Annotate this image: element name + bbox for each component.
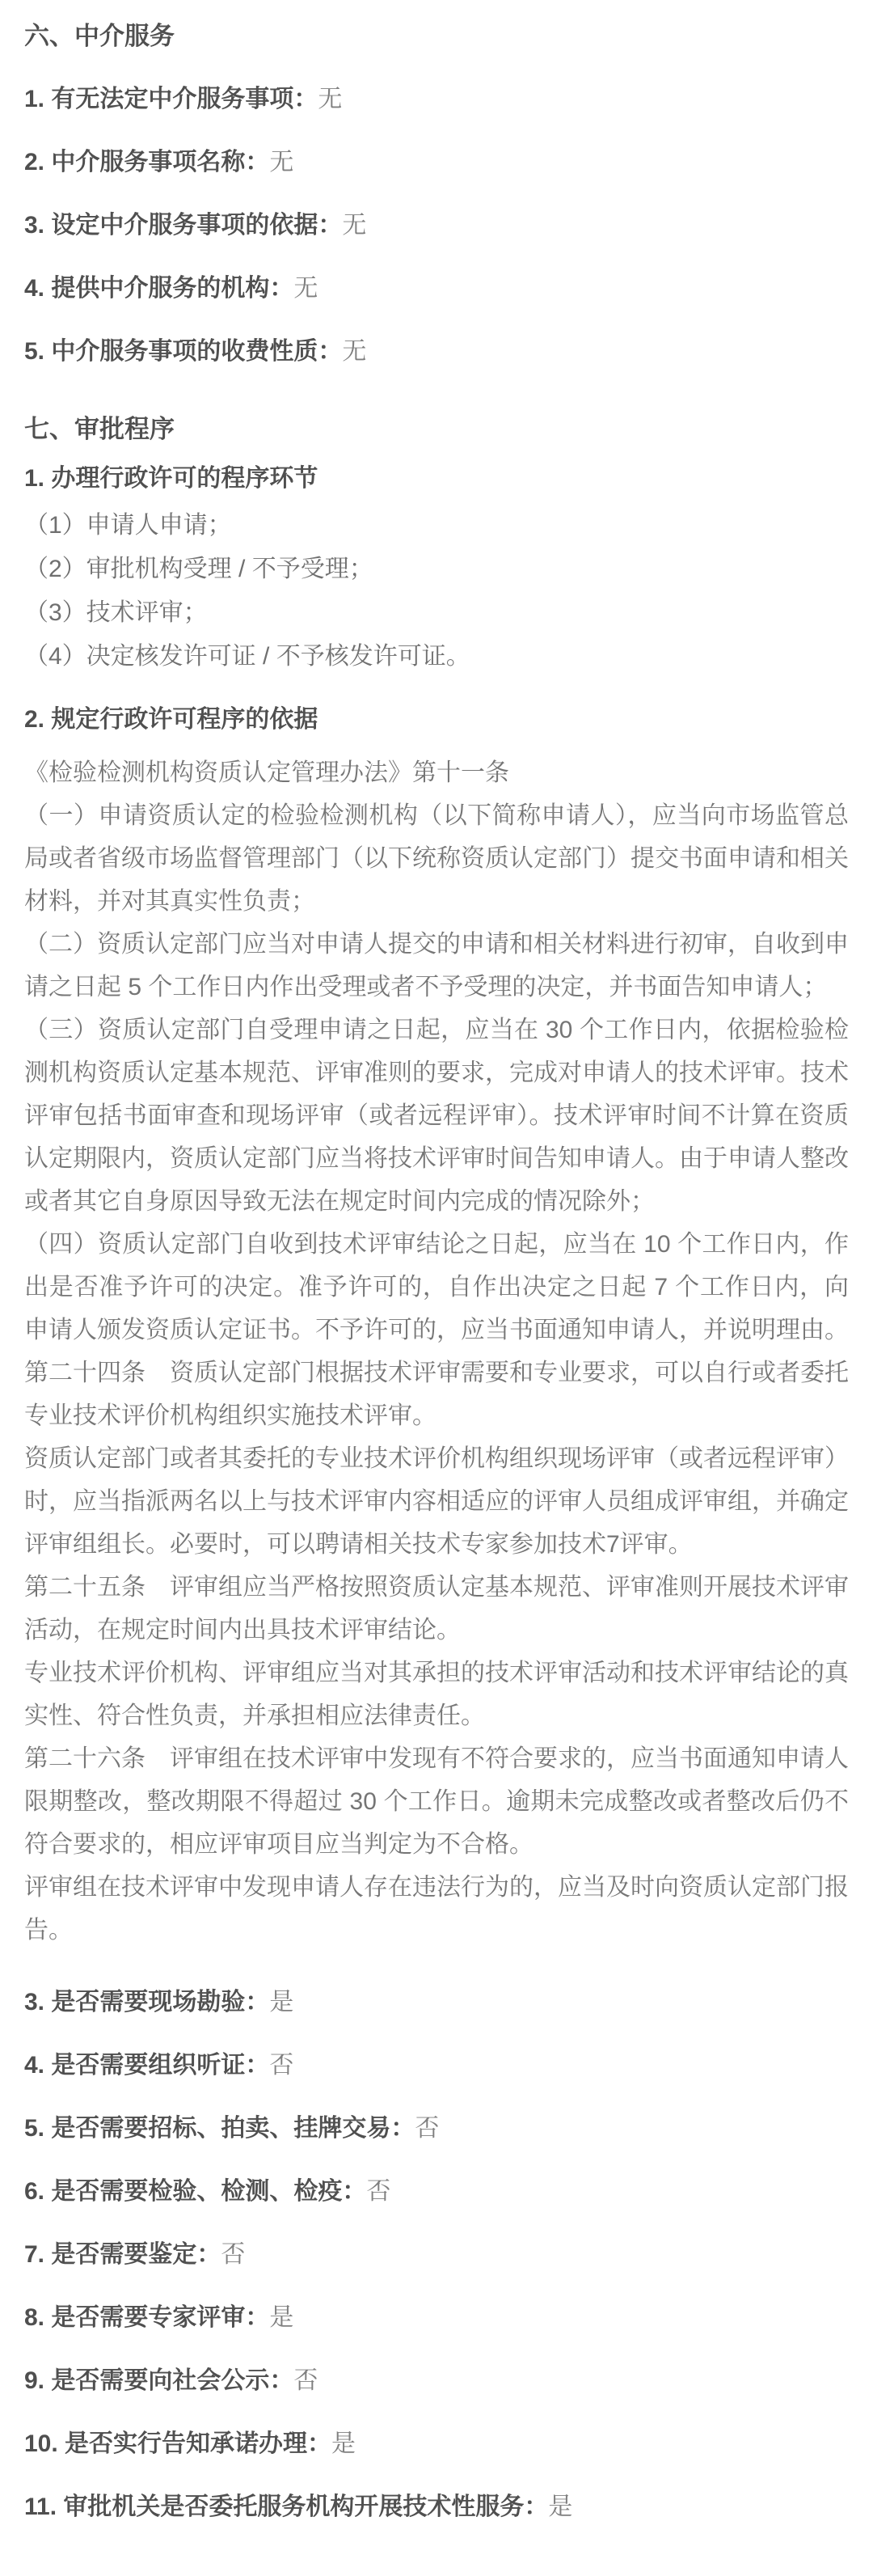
paragraph: （一）申请资质认定的检验检测机构（以下简称申请人），应当向市场监管总局或者省级市场监督管理部门（以下统称资质认定部门）提交书面申请和相关材料，并对其真实性负责； [24, 802, 849, 915]
kv-label: 6. 是否需要检验、检测、检疫： [24, 2178, 367, 2205]
paragraph: （三）资质认定部门自受理申请之日起，应当在 30 个工作日内，依据检验检测机构资质认定基本规范、评审准则的要求，完成对申请人的技术评审。技术评审包括书面审查和现场评审（或者远程评审）。技术评审时间不计算在资质认定期限内，资质认定部门应当将技术评审时间告知申请人。由于申请人整改或者其它自身原因导致无法在规定时间内完成的情况除外； [24, 1017, 849, 1215]
kv-value: 是 [269, 2304, 294, 2331]
kv-value: 否 [221, 2241, 246, 2268]
procedure-step: （2）审批机构受理 / 不予受理； [24, 556, 373, 582]
kv-label: 8. 是否需要专家评审： [24, 2304, 270, 2331]
kv-label: 2. 中介服务事项名称： [24, 149, 270, 176]
paragraph: 第二十六条 评审组在技术评审中发现有不符合要求的，应当书面通知申请人限期整改，整改期限不得超过 30 个工作日。逾期未完成整改或者整改后仍不符合要求的，相应评审项目应当判定为不合格。 [24, 1745, 849, 1858]
kv-value: 无 [269, 149, 294, 176]
kv-row [24, 336, 849, 367]
paragraph: 第二十五条 评审组应当严格按照资质认定基本规范、评审准则开展技术评审活动，在规定时间内出具技术评审结论。 [24, 1574, 849, 1643]
kv-value: 无 [342, 212, 367, 239]
kv-value: 否 [293, 2367, 318, 2394]
kv-value: 是 [269, 1989, 294, 2016]
kv-label: 11. 审批机关是否委托服务机构开展技术性服务： [24, 2494, 549, 2520]
kv-row [24, 2303, 849, 2333]
kv-label: 1. 有无法定中介服务事项： [24, 86, 318, 112]
kv-row [24, 2176, 849, 2207]
paragraph: 第二十四条 资质认定部门根据技术评审需要和专业要求，可以自行或者委托专业技术评价机构组织实施技术评审。 [24, 1360, 849, 1429]
paragraph: 《检验检测机构资质认定管理办法》第十一条 [24, 759, 509, 786]
paragraph: 资质认定部门或者其委托的专业技术评价机构组织现场评审（或者远程评审）时，应当指派两名以上与技术评审内容相适应的评审人员组成评审组，并确定评审组组长。必要时，可以聘请相关技术专家参加技术7评审。 [24, 1445, 849, 1558]
section7-sub1-heading: 1. 办理行政许可的程序环节 [24, 465, 318, 492]
section7-heading: 七、审批程序 [24, 415, 175, 443]
kv-row [24, 1987, 849, 2018]
kv-row [24, 210, 849, 241]
kv-row [24, 2113, 849, 2144]
kv-value: 无 [342, 338, 367, 365]
paragraph: 专业技术评价机构、评审组应当对其承担的技术评审活动和技术评审结论的真实性、符合性负责，并承担相应法律责任。 [24, 1660, 849, 1729]
kv-label: 3. 设定中介服务事项的依据： [24, 212, 343, 239]
kv-label: 5. 中介服务事项的收费性质： [24, 338, 343, 365]
kv-value: 无 [318, 86, 343, 112]
kv-label: 9. 是否需要向社会公示： [24, 2367, 294, 2394]
section7-sub2-heading: 2. 规定行政许可程序的依据 [24, 706, 318, 733]
kv-label: 4. 提供中介服务的机构： [24, 275, 294, 302]
kv-value: 否 [415, 2115, 440, 2142]
procedure-step: （3）技术评审； [24, 599, 208, 626]
kv-value: 是 [331, 2430, 356, 2457]
kv-row [24, 2240, 849, 2270]
kv-row [24, 2429, 849, 2460]
paragraph: 评审组在技术评审中发现申请人存在违法行为的，应当及时向资质认定部门报告。 [24, 1874, 849, 1944]
kv-label: 10. 是否实行告知承诺办理： [24, 2430, 332, 2457]
kv-label: 3. 是否需要现场勘验： [24, 1989, 270, 2016]
kv-row [24, 147, 849, 178]
kv-row [24, 2366, 849, 2396]
section6-heading: 六、中介服务 [24, 22, 175, 50]
kv-label: 5. 是否需要招标、拍卖、挂牌交易： [24, 2115, 415, 2142]
legal-basis-text [24, 751, 849, 1952]
kv-row [24, 2492, 849, 2523]
paragraph: （四）资质认定部门自收到技术评审结论之日起，应当在 10 个工作日内，作出是否准予许可的决定。准予许可的，自作出决定之日起 7 个工作日内，向申请人颁发资质认定证书。不予许可的，应当书面通知申请人，并说明理由。 [24, 1231, 849, 1343]
kv-value: 是 [548, 2494, 573, 2520]
paragraph: （二）资质认定部门应当对申请人提交的申请和相关材料进行初审，自收到申请之日起 5 个工作日内作出受理或者不予受理的决定，并书面告知申请人； [24, 931, 849, 1000]
kv-value: 否 [269, 2052, 294, 2079]
kv-value: 否 [366, 2178, 391, 2205]
kv-label: 7. 是否需要鉴定： [24, 2241, 221, 2268]
kv-row [24, 84, 849, 115]
kv-label: 4. 是否需要组织听证： [24, 2052, 270, 2079]
kv-row [24, 2050, 849, 2081]
procedure-step: （4）决定核发许可证 / 不予核发许可证。 [24, 643, 470, 670]
kv-value: 无 [293, 275, 318, 302]
procedure-step: （1）申请人申请； [24, 512, 232, 539]
kv-row [24, 273, 849, 304]
